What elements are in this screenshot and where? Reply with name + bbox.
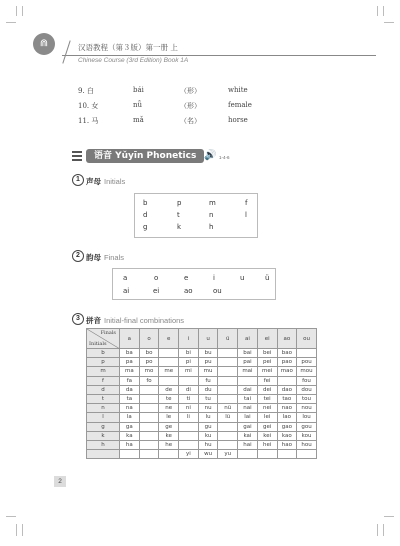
syllable-cell: bu: [198, 349, 218, 358]
initials-box: [134, 193, 258, 238]
syllable-cell: fei: [257, 376, 277, 385]
syllable-cell: bi: [179, 349, 199, 358]
row-initial: [87, 450, 120, 459]
syllable-cell: [218, 422, 238, 431]
syllable-cell: gei: [257, 422, 277, 431]
table-row: [87, 349, 317, 358]
initial-letter: m: [209, 199, 216, 207]
syllable-cell: de: [159, 385, 179, 394]
row-initial: d: [87, 385, 120, 394]
syllable-cell: bei: [257, 349, 277, 358]
syllable-cell: hao: [277, 440, 297, 449]
row-initial: k: [87, 431, 120, 440]
row-initial: g: [87, 422, 120, 431]
crop-mark: [22, 524, 23, 536]
syllable-cell: nou: [297, 404, 317, 413]
vocab-meaning: horse: [228, 116, 248, 124]
syllable-cell: nei: [257, 404, 277, 413]
vocab-pinyin: nǚ: [133, 101, 143, 109]
syllable-cell: bao: [277, 349, 297, 358]
syllable-cell: wu: [198, 450, 218, 459]
final-letter: ai: [123, 287, 130, 295]
syllable-cell: pao: [277, 358, 297, 367]
initial-letter: d: [143, 211, 148, 219]
syllable-cell: [179, 376, 199, 385]
syllable-cell: fou: [297, 376, 317, 385]
syllable-cell: nu: [198, 404, 218, 413]
syllable-cell: ne: [159, 404, 179, 413]
vocab-pos: （形）: [180, 102, 201, 110]
syllable-cell: [218, 367, 238, 376]
crop-mark: [22, 6, 23, 16]
syllable-cell: me: [159, 367, 179, 376]
crop-mark: [383, 524, 384, 536]
syllable-cell: pei: [257, 358, 277, 367]
table-row: [87, 431, 317, 440]
initial-letter: n: [209, 211, 214, 219]
initial-letter: h: [209, 223, 214, 231]
syllable-cell: hei: [257, 440, 277, 449]
section-title-cn: 声母: [86, 177, 101, 186]
syllable-cell: [139, 385, 159, 394]
syllable-cell: ni: [179, 404, 199, 413]
final-letter: a: [123, 274, 128, 282]
syllable-cell: lü: [218, 413, 238, 422]
syllable-cell: [218, 376, 238, 385]
syllable-cell: dou: [297, 385, 317, 394]
final-letter: e: [184, 274, 189, 282]
syllable-cell: bo: [139, 349, 159, 358]
column-header: u: [198, 329, 218, 349]
syllable-cell: [139, 394, 159, 403]
syllable-cell: [297, 450, 317, 459]
syllable-cell: li: [179, 413, 199, 422]
crop-mark: [16, 524, 17, 536]
syllable-cell: mi: [179, 367, 199, 376]
final-letter: ou: [213, 287, 222, 295]
final-letter: ü: [265, 274, 270, 282]
initial-letter: p: [177, 199, 182, 207]
phonetics-label: 语音 Yǔyīn Phonetics: [86, 149, 204, 163]
table-corner-cell: [87, 329, 120, 349]
syllable-cell: pi: [179, 358, 199, 367]
column-header: ai: [238, 329, 258, 349]
column-header: a: [120, 329, 140, 349]
row-initial: m: [87, 367, 120, 376]
syllable-cell: po: [139, 358, 159, 367]
syllable-cell: [159, 358, 179, 367]
syllable-cell: lao: [277, 413, 297, 422]
section-number: 1: [72, 174, 84, 186]
syllable-cell: ge: [159, 422, 179, 431]
section-number: 2: [72, 250, 84, 262]
syllable-cell: [139, 413, 159, 422]
audio-track-number: 1-4-6: [219, 155, 230, 160]
syllable-cell: nü: [218, 404, 238, 413]
syllable-cell: gao: [277, 422, 297, 431]
syllable-cell: [179, 431, 199, 440]
syllable-cell: da: [120, 385, 140, 394]
syllable-cell: [179, 440, 199, 449]
syllable-cell: kai: [238, 431, 258, 440]
initial-letter: k: [177, 223, 182, 231]
syllable-cell: fu: [198, 376, 218, 385]
syllable-cell: gai: [238, 422, 258, 431]
initial-letter: f: [245, 199, 248, 207]
syllable-cell: ta: [120, 394, 140, 403]
table-header-row: [87, 329, 317, 349]
syllable-cell: ti: [179, 394, 199, 403]
syllable-cell: kei: [257, 431, 277, 440]
column-header: e: [159, 329, 179, 349]
syllable-cell: [159, 450, 179, 459]
syllable-cell: ba: [120, 349, 140, 358]
syllable-cell: [179, 422, 199, 431]
section-title-finals: [86, 252, 124, 263]
syllable-cell: [159, 349, 179, 358]
header-divider-tick: [62, 40, 70, 63]
page-number: 2: [54, 476, 66, 487]
syllable-cell: mou: [297, 367, 317, 376]
crop-mark: [6, 516, 16, 517]
syllable-cell: yu: [218, 450, 238, 459]
section-number: 3: [72, 313, 84, 325]
vocab-number: 9. 白: [78, 87, 94, 95]
combination-table: [86, 328, 317, 459]
row-initial: p: [87, 358, 120, 367]
column-header: o: [139, 329, 159, 349]
syllable-cell: [218, 358, 238, 367]
syllable-cell: pai: [238, 358, 258, 367]
syllable-cell: dei: [257, 385, 277, 394]
crop-mark: [6, 22, 16, 23]
vocab-meaning: white: [228, 86, 248, 94]
syllable-cell: nai: [238, 404, 258, 413]
syllable-cell: [139, 440, 159, 449]
vocab-meaning: female: [228, 101, 252, 109]
syllable-cell: ga: [120, 422, 140, 431]
syllable-cell: [218, 394, 238, 403]
crop-mark: [377, 6, 378, 16]
section-title-cn: 拼音: [86, 316, 101, 325]
syllable-cell: yi: [179, 450, 199, 459]
row-initial: t: [87, 394, 120, 403]
syllable-cell: la: [120, 413, 140, 422]
syllable-cell: gu: [198, 422, 218, 431]
crop-mark: [16, 6, 17, 16]
book-emblem-icon: ⋒: [33, 33, 55, 55]
syllable-cell: [257, 450, 277, 459]
corner-initials-label: Initials: [89, 341, 107, 347]
table-row: [87, 450, 317, 459]
syllable-cell: [139, 450, 159, 459]
table-row: [87, 440, 317, 449]
row-initial: l: [87, 413, 120, 422]
table-row: [87, 404, 317, 413]
syllable-cell: dai: [238, 385, 258, 394]
syllable-cell: ka: [120, 431, 140, 440]
syllable-cell: [218, 385, 238, 394]
final-letter: o: [154, 274, 159, 282]
crop-mark: [383, 6, 384, 16]
table-row: [87, 394, 317, 403]
vocab-pinyin: bái: [133, 86, 144, 94]
section-title-en: Initials: [104, 177, 126, 186]
table-row: [87, 367, 317, 376]
table-row: [87, 385, 317, 394]
column-header: i: [179, 329, 199, 349]
syllable-cell: ha: [120, 440, 140, 449]
syllable-cell: ma: [120, 367, 140, 376]
row-initial: b: [87, 349, 120, 358]
finals-box: [112, 268, 276, 300]
syllable-cell: le: [159, 413, 179, 422]
syllable-cell: fo: [139, 376, 159, 385]
syllable-cell: kou: [297, 431, 317, 440]
final-letter: ei: [153, 287, 160, 295]
syllable-cell: gou: [297, 422, 317, 431]
syllable-cell: du: [198, 385, 218, 394]
syllable-cell: tao: [277, 394, 297, 403]
initial-letter: g: [143, 223, 148, 231]
syllable-cell: lei: [257, 413, 277, 422]
column-header: ü: [218, 329, 238, 349]
syllable-cell: lai: [238, 413, 258, 422]
syllable-cell: kao: [277, 431, 297, 440]
syllable-cell: [159, 376, 179, 385]
corner-finals-label: Finals: [100, 330, 116, 336]
final-letter: ao: [184, 287, 193, 295]
syllable-cell: pu: [198, 358, 218, 367]
syllable-cell: mei: [257, 367, 277, 376]
initial-letter: b: [143, 199, 148, 207]
section-title-combinations: [86, 315, 184, 326]
syllable-cell: [297, 349, 317, 358]
syllable-cell: hai: [238, 440, 258, 449]
syllable-cell: [277, 450, 297, 459]
syllable-cell: lu: [198, 413, 218, 422]
syllable-cell: ku: [198, 431, 218, 440]
vocab-number: 10. 女: [78, 102, 99, 110]
initial-letter: t: [177, 211, 180, 219]
syllable-cell: [277, 376, 297, 385]
syllable-cell: [218, 431, 238, 440]
syllable-cell: bai: [238, 349, 258, 358]
syllable-cell: hou: [297, 440, 317, 449]
speaker-icon[interactable]: 🔊: [204, 150, 217, 161]
syllable-cell: [139, 431, 159, 440]
row-initial: h: [87, 440, 120, 449]
row-initial: n: [87, 404, 120, 413]
final-letter: u: [240, 274, 245, 282]
book-title-chinese: 汉语教程（第３版）第一册 上: [78, 43, 178, 52]
syllable-cell: nao: [277, 404, 297, 413]
section-title-cn: 韵母: [86, 253, 101, 262]
syllable-cell: tou: [297, 394, 317, 403]
header-divider: [62, 55, 376, 56]
syllable-cell: hu: [198, 440, 218, 449]
section-title-en: Finals: [104, 253, 125, 262]
section-title-initials: [86, 176, 125, 187]
syllable-cell: [238, 376, 258, 385]
syllable-cell: [139, 404, 159, 413]
syllable-cell: mao: [277, 367, 297, 376]
syllable-cell: [139, 422, 159, 431]
vocab-number: 11. 马: [78, 117, 99, 125]
syllable-cell: ke: [159, 431, 179, 440]
phonetics-banner: [72, 148, 204, 164]
syllable-cell: pou: [297, 358, 317, 367]
vocab-pos: （名）: [180, 117, 201, 125]
syllable-cell: di: [179, 385, 199, 394]
syllable-cell: he: [159, 440, 179, 449]
crop-mark: [384, 22, 394, 23]
vocab-pos: （形）: [180, 87, 201, 95]
syllable-cell: [238, 450, 258, 459]
crop-mark: [377, 524, 378, 536]
crop-mark: [384, 516, 394, 517]
vocab-pinyin: mǎ: [133, 116, 144, 124]
row-initial: f: [87, 376, 120, 385]
syllable-cell: [218, 440, 238, 449]
syllable-cell: tei: [257, 394, 277, 403]
table-row: [87, 422, 317, 431]
syllable-cell: lou: [297, 413, 317, 422]
section-title-en: Initial-final combinations: [104, 316, 185, 325]
syllable-cell: fa: [120, 376, 140, 385]
syllable-cell: tai: [238, 394, 258, 403]
column-header: ei: [257, 329, 277, 349]
table-row: [87, 358, 317, 367]
syllable-cell: te: [159, 394, 179, 403]
initial-letter: l: [245, 211, 247, 219]
column-header: ao: [277, 329, 297, 349]
column-header: ou: [297, 329, 317, 349]
syllable-cell: mu: [198, 367, 218, 376]
syllable-cell: [120, 450, 140, 459]
syllable-cell: mo: [139, 367, 159, 376]
table-row: [87, 376, 317, 385]
syllable-cell: na: [120, 404, 140, 413]
book-title-english: Chinese Course (3rd Edition) Book 1A: [78, 57, 189, 64]
syllable-cell: mai: [238, 367, 258, 376]
syllable-cell: tu: [198, 394, 218, 403]
menu-icon: [72, 151, 82, 161]
syllable-cell: dao: [277, 385, 297, 394]
syllable-cell: [218, 349, 238, 358]
final-letter: i: [213, 274, 215, 282]
syllable-cell: pa: [120, 358, 140, 367]
table-row: [87, 413, 317, 422]
